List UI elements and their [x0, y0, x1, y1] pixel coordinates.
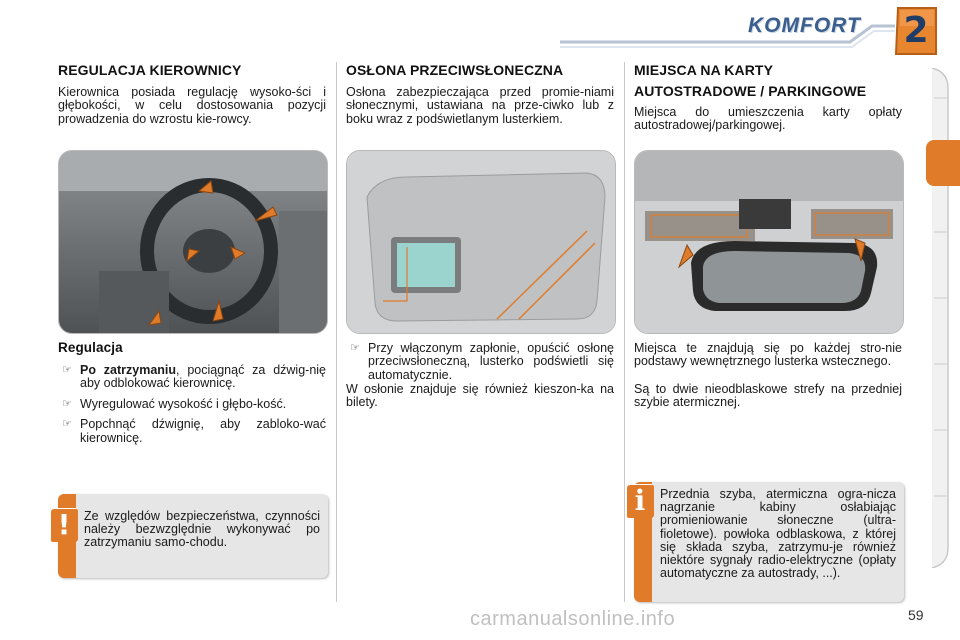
finger-pointer-icon: ☞	[62, 364, 72, 376]
page-number: 59	[908, 607, 924, 623]
info-icon: i	[626, 484, 654, 518]
steering-intro: Kierownica posiada regulację wysoko-ści i głębokości, w celu dostosowania pozycji prowadzenia do wzrostu kie-rowcy.	[58, 85, 326, 126]
info-text: Przednia szyba, atermiczna ogra-nicza nagrzanie kabiny osłabiając promieniowanie słoneczne (ultra-fioletowe). powłoka odblaskowa, z której się składa szyba, zatrzymu-je również niektóre sygnały radio-elektryczne (opłaty automatyczne za autostrady, ...).	[660, 487, 896, 581]
list-item: ☞ Przy włączonym zapłonie, opuścić osłonę przeciwsłoneczną, lusterko podświetli się automatycznie.	[350, 341, 614, 382]
cards-zones-text: Są to dwie nieodblaskowe strefy na przedniej szybie atermicznej.	[634, 382, 902, 410]
column-divider	[336, 62, 337, 602]
steering-wheel-photo	[58, 150, 328, 334]
list-item: ☞ Po zatrzymaniu, pociągnąć za dźwig-nię aby odblokować kierownicę.	[62, 363, 326, 391]
section-heading-cards: MIEJSCA NA KARTY AUTOSTRADOWE / PARKINGOWE	[634, 62, 867, 99]
mirror-photo	[634, 150, 904, 334]
column-divider	[624, 62, 625, 602]
finger-pointer-icon: ☞	[62, 418, 72, 431]
list-item: ☞ Wyregulować wysokość i głębo-kość.	[62, 396, 287, 411]
finger-pointer-icon: ☞	[350, 342, 360, 354]
cards-location-text: Miejsca te znajdują się po każdej stro-nie podstawy wewnętrznego lusterka wstecznego.	[634, 341, 902, 369]
sun-visor-photo	[346, 150, 616, 334]
sun-visor-intro: Osłona zabezpieczająca przed promie-niami słonecznymi, ustawiana na prze-ciwko lub z boku wraz z podświetlanym lusterkiem.	[346, 85, 614, 126]
finger-pointer-icon: ☞	[62, 397, 72, 410]
chapter-title: KOMFORT	[748, 14, 861, 37]
watermark: carmanualsonline.info	[470, 608, 676, 630]
section-heading-steering: REGULACJA KIEROWNICY	[58, 62, 242, 78]
warning-icon: !	[50, 508, 78, 542]
adjustment-steps	[58, 364, 326, 452]
section-heading-sun-visor: OSŁONA PRZECIWSŁONECZNA	[346, 62, 564, 78]
ticket-pocket-text: W osłonie znajduje się również kieszon-ka na bilety.	[346, 382, 614, 410]
list-item: ☞ Popchnąć dźwignię, aby zabloko-wać kierownicę.	[62, 417, 326, 445]
cards-intro: Miejsca do umieszczenia karty opłaty autostradowej/parkingowej.	[634, 105, 902, 133]
adjustment-subheading: Regulacja	[58, 340, 123, 355]
side-tab-komfort[interactable]	[926, 140, 960, 186]
warning-text: Ze względów bezpieczeństwa, czynności należy bezwzględnie wykonywać po zatrzymaniu samo-chodu.	[84, 509, 320, 550]
chapter-number: 2	[903, 10, 929, 51]
